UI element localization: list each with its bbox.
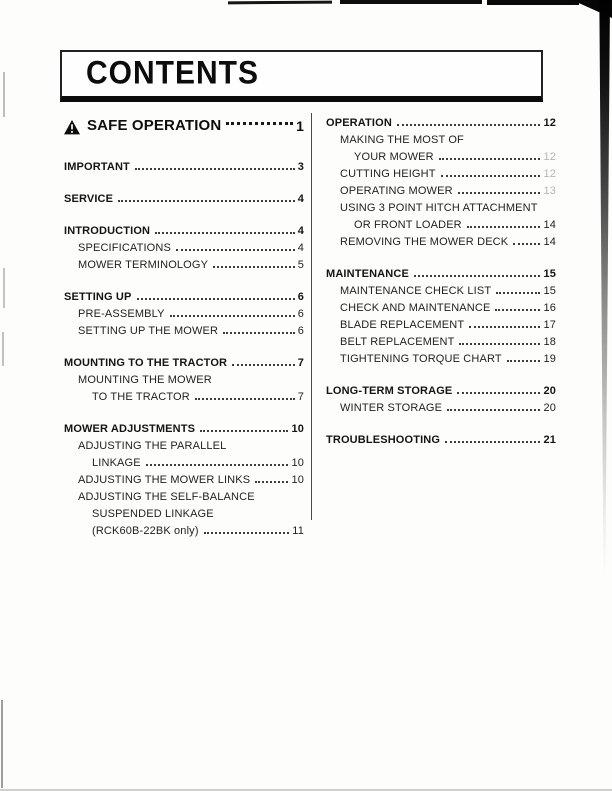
- toc-entry-label: SETTING UP: [64, 291, 132, 303]
- toc-entry-page: 10: [291, 423, 304, 435]
- toc-entry: [64, 355, 304, 372]
- toc-entry-label: (RCK60B-22BK only): [92, 525, 199, 537]
- dot-leader: [513, 243, 540, 245]
- scan-artifact-left-edge-1: [3, 72, 5, 117]
- toc-entry-label: TO THE TRACTOR: [92, 391, 190, 403]
- toc-entry-label: MOUNTING THE MOWER: [78, 374, 212, 386]
- toc-entry-page: 15: [543, 285, 556, 297]
- dot-leader: [447, 409, 540, 411]
- dot-leader: [200, 430, 288, 432]
- dot-leader: [496, 292, 540, 294]
- toc-entry: [326, 334, 556, 351]
- toc-entry-label: MOWER TERMINOLOGY: [78, 259, 209, 271]
- dot-leader: [255, 481, 288, 483]
- toc-entry-page: 19: [543, 353, 556, 365]
- dot-leader: [135, 168, 295, 170]
- toc-entry: [64, 438, 304, 455]
- toc-entry: [64, 489, 304, 506]
- toc-entry-label: MOUNTING TO THE TRACTOR: [64, 357, 228, 369]
- dot-leader: [414, 275, 541, 277]
- toc-entry: [64, 159, 304, 176]
- toc-entry-label: TROUBLESHOOTING: [326, 434, 441, 446]
- toc-entry: [326, 283, 556, 300]
- toc-entry-page: 4: [297, 242, 304, 254]
- toc-entry: [326, 183, 556, 200]
- toc-entry-page: 18: [543, 336, 556, 348]
- dot-leader: [457, 392, 540, 394]
- dot-leader: [213, 266, 295, 268]
- toc-entry: [326, 266, 556, 283]
- toc-entry: [64, 506, 304, 523]
- toc-entry: [64, 472, 304, 489]
- toc-entry: [326, 317, 556, 334]
- toc-entry-label: SETTING UP THE MOWER: [78, 325, 219, 337]
- scan-artifact-left-edge-3: [2, 332, 4, 366]
- toc-entry-label: CHECK AND MAINTENANCE: [340, 302, 491, 314]
- toc-entry-label: ADJUSTING THE PARALLEL: [78, 440, 227, 452]
- toc-entry-label: CUTTING HEIGHT: [340, 168, 436, 180]
- toc-entry-page: 10: [291, 474, 304, 486]
- toc-entry: [326, 400, 556, 417]
- dot-leader: [226, 122, 293, 125]
- toc-entry: [64, 455, 304, 472]
- toc-entry: [64, 289, 304, 306]
- toc-entry-page: 20: [543, 402, 556, 414]
- scan-artifact-left-edge-4: [1, 700, 3, 788]
- toc-entry: [326, 132, 556, 149]
- toc-entry-page: 10: [291, 457, 304, 469]
- toc-entry-label: MAINTENANCE: [326, 268, 409, 280]
- dot-leader: [155, 232, 295, 234]
- dot-leader: [445, 441, 540, 443]
- dot-leader: [467, 226, 541, 228]
- toc-entry-page: 12: [543, 117, 556, 129]
- toc-entry: [64, 389, 304, 406]
- toc-entry-page: 20: [543, 385, 556, 397]
- dot-leader: [441, 175, 541, 177]
- toc-entry-label: WINTER STORAGE: [340, 402, 443, 414]
- toc-entry-label: INTRODUCTION: [64, 225, 151, 237]
- toc-entry: [64, 372, 304, 389]
- toc-entry-label: BELT REPLACEMENT: [340, 336, 455, 348]
- scan-artifact-left-edge-2: [3, 268, 5, 308]
- toc-entry: [64, 115, 304, 137]
- toc-entry-page: 16: [543, 302, 556, 314]
- toc-entry-page: 14: [543, 236, 556, 248]
- toc-entry: [64, 421, 304, 438]
- scan-artifact-top-right-corner: [572, 0, 612, 18]
- toc-entry-label: SAFE OPERATION: [87, 117, 222, 134]
- contents-title-box: [60, 50, 543, 102]
- toc-entry-page: 12: [543, 168, 556, 180]
- toc-entry: [64, 240, 304, 257]
- toc-entry-page: 15: [543, 268, 556, 280]
- toc-entry: [326, 149, 556, 166]
- toc-entry-page: 5: [297, 259, 304, 271]
- toc-entry-label: OR FRONT LOADER: [354, 219, 462, 231]
- toc-entry-label: PRE-ASSEMBLY: [78, 308, 165, 320]
- page-title: CONTENTS: [86, 55, 259, 92]
- toc-entry-label: ADJUSTING THE MOWER LINKS: [78, 474, 251, 486]
- dot-leader: [397, 124, 541, 126]
- toc-entry-page: 6: [297, 308, 304, 320]
- toc-entry-label: MAINTENANCE CHECK LIST: [340, 285, 492, 297]
- toc-entry: [326, 234, 556, 251]
- column-divider-rule: [311, 113, 312, 520]
- scan-artifact-top-streak-2: [340, 0, 482, 4]
- toc-entry: [326, 300, 556, 317]
- toc-entry: [326, 166, 556, 183]
- toc-entry: [326, 115, 556, 132]
- toc-entry-page: 17: [543, 319, 556, 331]
- dot-leader: [118, 200, 295, 202]
- scan-artifact-top-streak-3: [487, 0, 579, 5]
- dot-leader: [469, 326, 540, 328]
- toc-entry-label: LONG-TERM STORAGE: [326, 385, 453, 397]
- dot-leader: [170, 315, 295, 317]
- toc-entry-page: 7: [297, 391, 304, 403]
- toc-entry-label: SERVICE: [64, 193, 114, 205]
- toc-entry-page: 4: [297, 225, 304, 237]
- toc-entry: [64, 306, 304, 323]
- toc-entry-label: YOUR MOWER: [354, 151, 434, 163]
- toc-column-left: [64, 115, 304, 540]
- dot-leader: [232, 364, 295, 366]
- dot-leader: [195, 398, 295, 400]
- toc-entry-label: USING 3 POINT HITCH ATTACHMENT: [340, 202, 538, 214]
- toc-entry-label: MAKING THE MOST OF: [340, 134, 464, 146]
- toc-entry-label: TIGHTENING TORQUE CHART: [340, 353, 502, 365]
- dot-leader: [507, 360, 541, 362]
- toc-entry: [64, 223, 304, 240]
- toc-entry-label: LINKAGE: [92, 457, 141, 469]
- toc-entry: [326, 383, 556, 400]
- toc-entry-label: SUSPENDED LINKAGE: [92, 508, 214, 520]
- toc-entry-page: 6: [297, 291, 304, 303]
- toc-entry: [64, 191, 304, 208]
- toc-entry-page: 13: [543, 185, 556, 197]
- toc-entry: [326, 200, 556, 217]
- toc-entry: [326, 432, 556, 449]
- toc-entry-label: OPERATION: [326, 117, 392, 129]
- toc-entry-page: 6: [297, 325, 304, 337]
- toc-entry-label: OPERATING MOWER: [340, 185, 453, 197]
- toc-entry-label: IMPORTANT: [64, 161, 130, 173]
- toc-entry-label: MOWER ADJUSTMENTS: [64, 423, 196, 435]
- toc-entry-label: BLADE REPLACEMENT: [340, 319, 465, 331]
- toc-entry-page: 14: [543, 219, 556, 231]
- dot-leader: [204, 532, 290, 534]
- dot-leader: [439, 158, 541, 160]
- toc-entry-page: 1: [296, 118, 304, 134]
- toc-entry-label: ADJUSTING THE SELF-BALANCE: [78, 491, 255, 503]
- toc-entry: [64, 257, 304, 274]
- warning-triangle-icon: [64, 120, 80, 135]
- dot-leader: [146, 464, 289, 466]
- toc-entry-page: 7: [297, 357, 304, 369]
- toc-entry-page: 11: [292, 525, 304, 537]
- toc-entry: [326, 351, 556, 368]
- toc-entry-label: SPECIFICATIONS: [78, 242, 171, 254]
- scan-artifact-top-streak-1: [228, 1, 332, 5]
- toc-entry-label: REMOVING THE MOWER DECK: [340, 236, 509, 248]
- toc-entry-page: 21: [543, 434, 556, 446]
- dot-leader: [495, 309, 540, 311]
- toc-entry: [326, 217, 556, 234]
- toc-entry: [64, 523, 304, 540]
- toc-entry: [64, 323, 304, 340]
- dot-leader: [223, 332, 295, 334]
- toc-entry-page: 12: [543, 151, 556, 163]
- toc-entry-page: 3: [297, 161, 304, 173]
- dot-leader: [137, 298, 295, 300]
- dot-leader: [458, 192, 541, 194]
- scan-artifact-right-edge-band: [597, 0, 610, 578]
- toc-entry-page: 4: [297, 193, 304, 205]
- toc-column-right: [326, 115, 556, 449]
- dot-leader: [459, 343, 540, 345]
- dot-leader: [176, 249, 295, 251]
